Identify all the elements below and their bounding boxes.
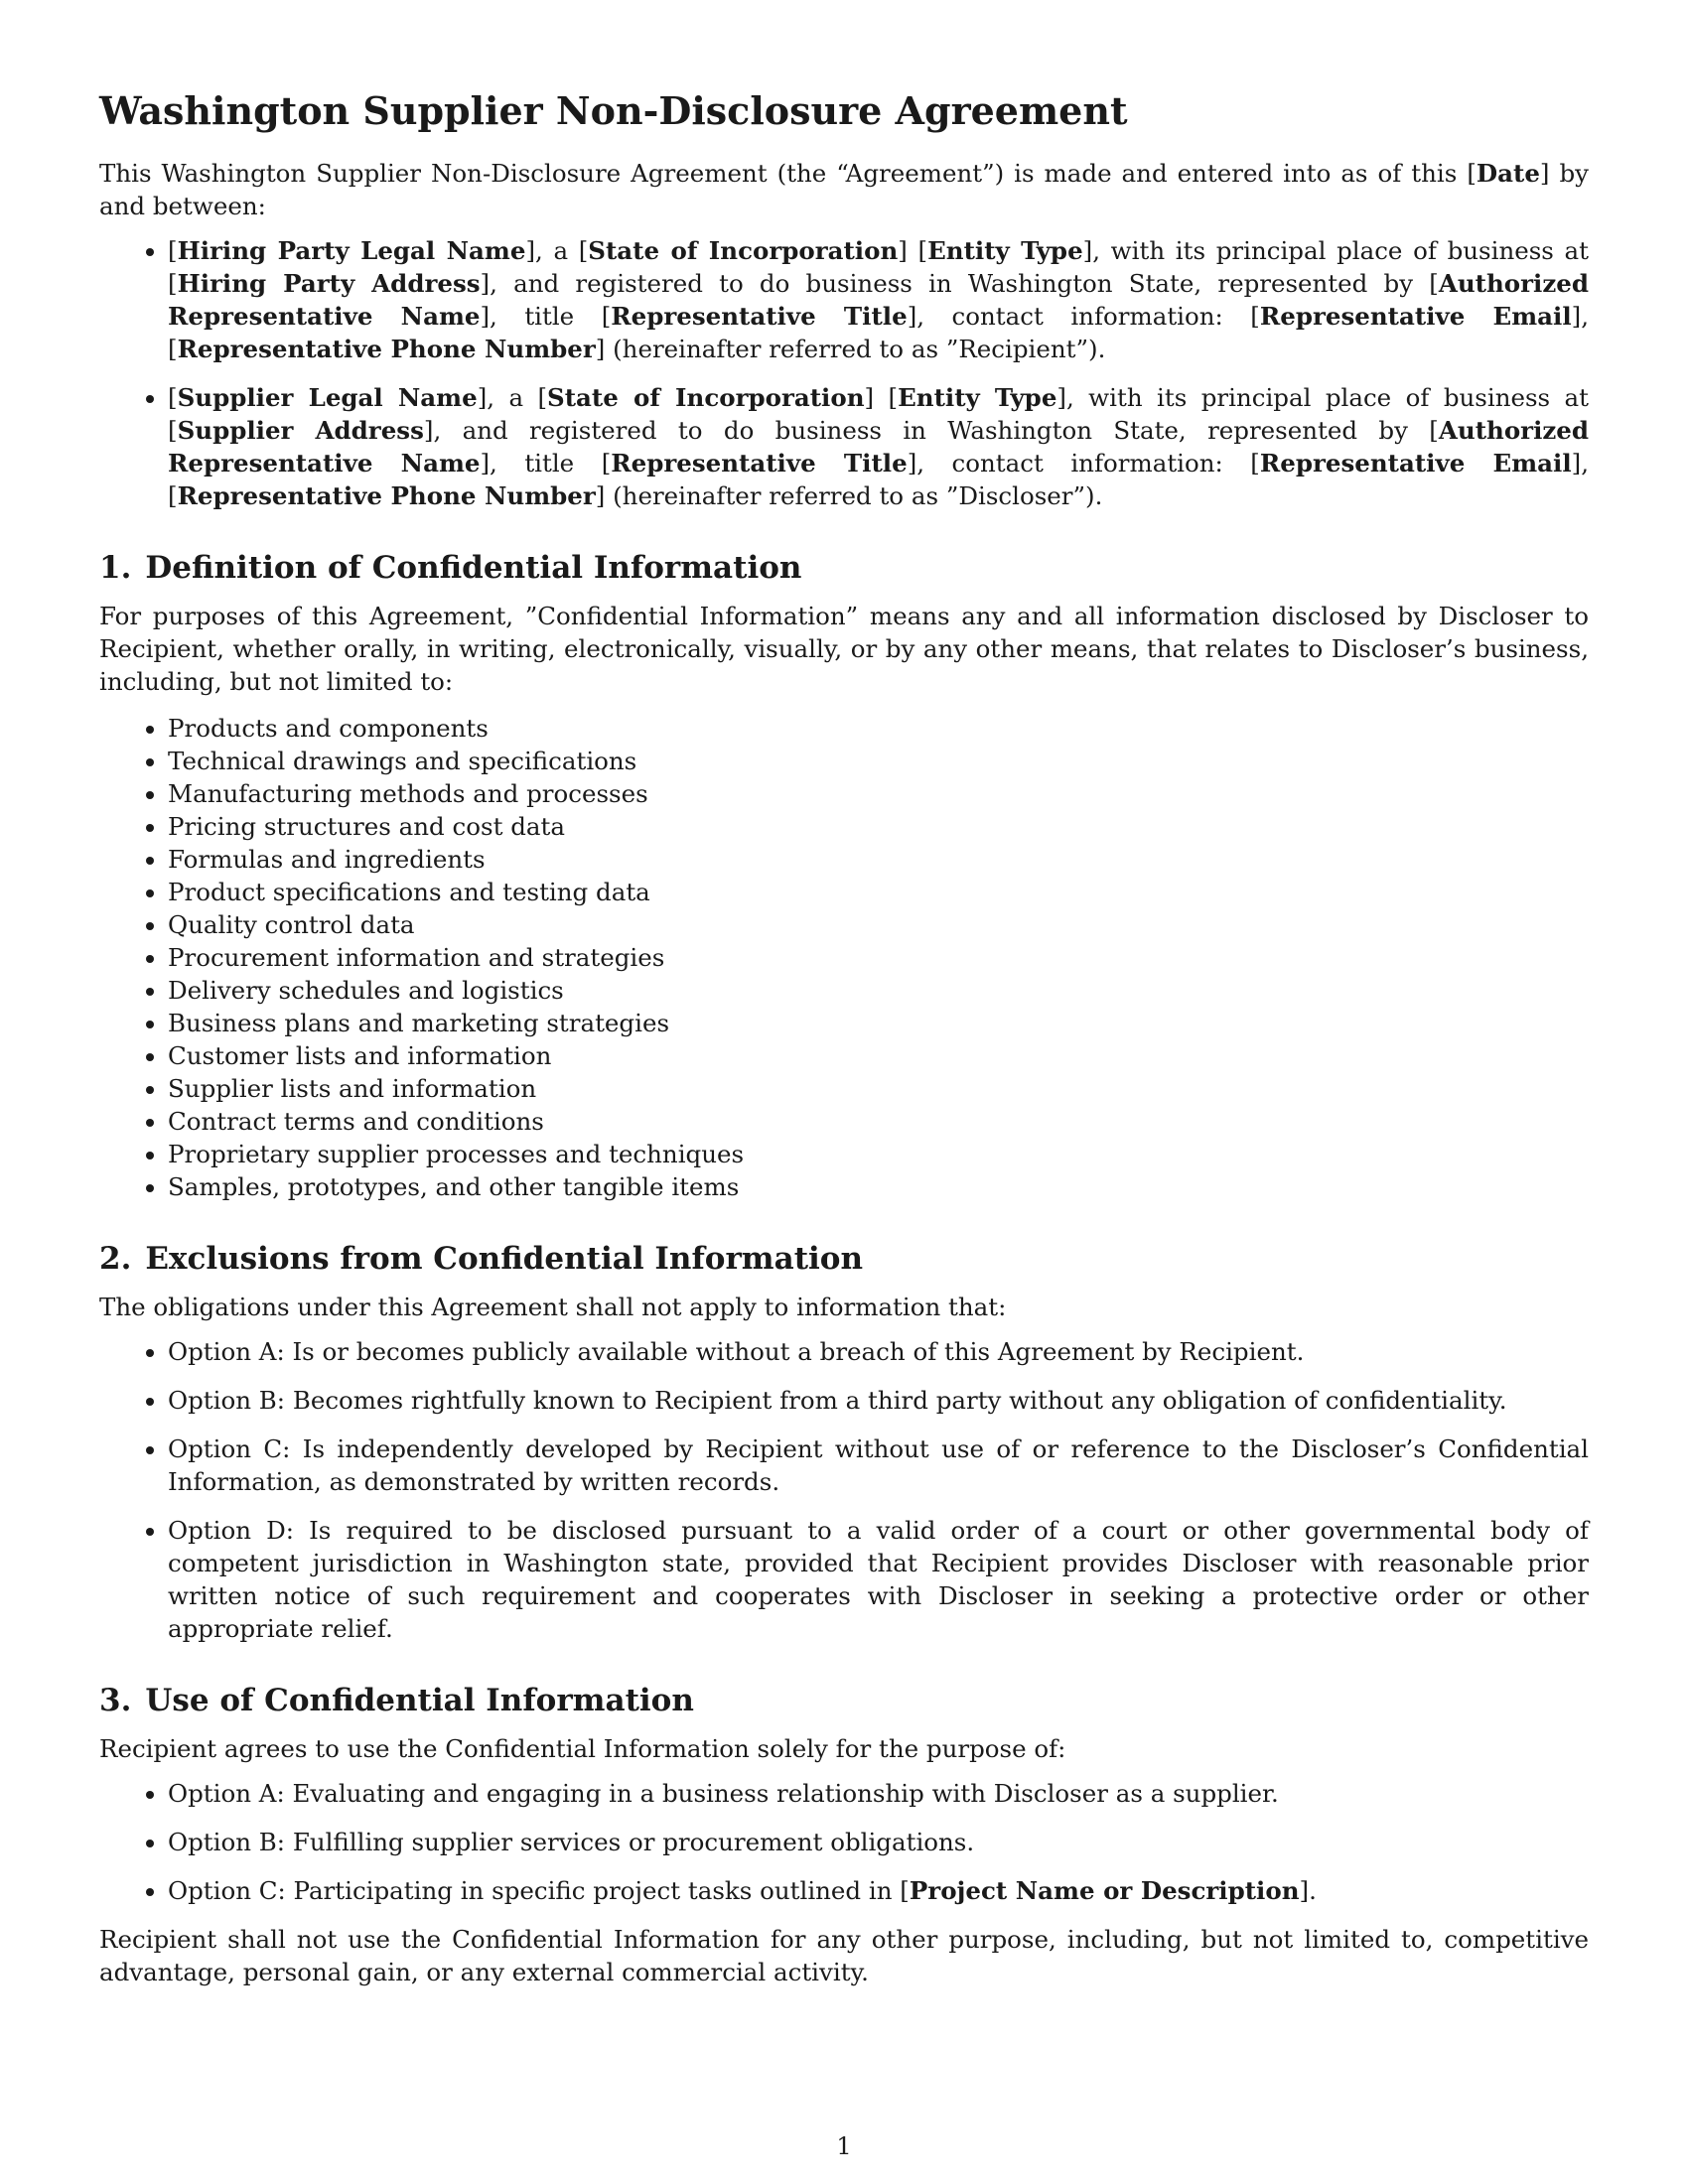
section-1-paragraph: For purposes of this Agreement, ”Confidential Information” means any and all information disclosed by Discloser to Recipient, whether orally, in writing, electronically, visually, or by any other means, that relates to Discloser’s business, including, but not limited to: [99, 602, 1589, 696]
list-item: • Proprietary supplier processes and techniques [168, 1138, 1589, 1170]
list-item: • Manufacturing methods and processes [168, 777, 1589, 810]
section-3-closing: Recipient shall not use the Confidential Information for any other purpose, including, but not limited to, competitive advantage, personal gain, or any external commercial activity. [99, 1925, 1589, 1986]
section-2-paragraph: The obligations under this Agreement shall not apply to information that: [99, 1293, 1007, 1321]
section-2-heading: 2. Exclusions from Confidential Information [99, 1241, 864, 1277]
document-page [99, 87, 1589, 1988]
list-item: • Quality control data [168, 908, 1589, 941]
date-placeholder: Date [1476, 159, 1540, 188]
list-item: • Samples, prototypes, and other tangible items [168, 1170, 1589, 1203]
list-item: • Option C: Participating in specific project tasks outlined in [Project Name or Description]. [168, 1874, 1589, 1907]
list-item: • Option A: Is or becomes publicly available without a breach of this Agreement by Recipient. [168, 1335, 1589, 1368]
project-placeholder: Project Name or Description [909, 1876, 1300, 1905]
list-item: • Option C: Is independently developed by Recipient without use of or reference to the Discloser’s Confidential Information, as demonstrated by written records. [168, 1433, 1589, 1498]
parties-list [99, 234, 1589, 512]
intro-paragraph: This Washington Supplier Non-Disclosure Agreement (the “Agreement”) is made and entered into as of this [Date] by and between: [99, 159, 1589, 220]
list-item: • Option B: Becomes rightfully known to Recipient from a third party without any obligation of confidentiality. [168, 1384, 1589, 1417]
section-3-paragraph: Recipient agrees to use the Confidential Information solely for the purpose of: [99, 1734, 1066, 1763]
list-item: • Formulas and ingredients [168, 843, 1589, 876]
section-1-heading: 1. Definition of Confidential Information [99, 550, 802, 586]
party-supplier: • [Supplier Legal Name], a [State of Incorporation] [Entity Type], with its principal place of business at [Supplier Address], and registered to do business in Washington State, represented by [Authorized Representative Name], title [Representative Title], contact information: [Representative Email], [Representative Phone Number] (hereinafter referred to as ”Discloser”). [168, 381, 1589, 512]
list-item: • Supplier lists and information [168, 1072, 1589, 1105]
list-item: • Procurement information and strategies [168, 941, 1589, 974]
list-item: • Products and components [168, 712, 1589, 745]
exclusions-list [99, 1335, 1589, 1645]
list-item: • Technical drawings and specifications [168, 745, 1589, 777]
list-item: • Option A: Evaluating and engaging in a business relationship with Discloser as a supplier. [168, 1777, 1589, 1810]
list-item: • Customer lists and information [168, 1039, 1589, 1072]
list-item: • Option D: Is required to be disclosed pursuant to a valid order of a court or other governmental body of competent jurisdiction in Washington state, provided that Recipient provides Discloser with reasonable prior written notice of such requirement and cooperates with Discloser in seeking a protective order or other appropriate relief. [168, 1514, 1589, 1645]
list-item: • Pricing structures and cost data [168, 810, 1589, 843]
list-item: • Option B: Fulfilling supplier services or procurement obligations. [168, 1826, 1589, 1858]
list-item: • Contract terms and conditions [168, 1105, 1589, 1138]
list-item: • Delivery schedules and logistics [168, 974, 1589, 1007]
confidential-info-list [99, 712, 1589, 1203]
section-3-heading: 3. Use of Confidential Information [99, 1683, 694, 1718]
page-number: 1 [836, 2132, 852, 2160]
party-hiring: • [Hiring Party Legal Name], a [State of Incorporation] [Entity Type], with its principal place of business at [Hiring Party Address], and registered to do business in Washington State, represented by [Authorized Representative Name], title [Representative Title], contact information: [Representative Email], [Representative Phone Number] (hereinafter referred to as ”Recipient”). [168, 234, 1589, 365]
list-item: • Product specifications and testing data [168, 876, 1589, 908]
document-title: Washington Supplier Non-Disclosure Agreement [99, 88, 1128, 133]
use-options-list [99, 1777, 1589, 1907]
list-item: • Business plans and marketing strategies [168, 1007, 1589, 1039]
